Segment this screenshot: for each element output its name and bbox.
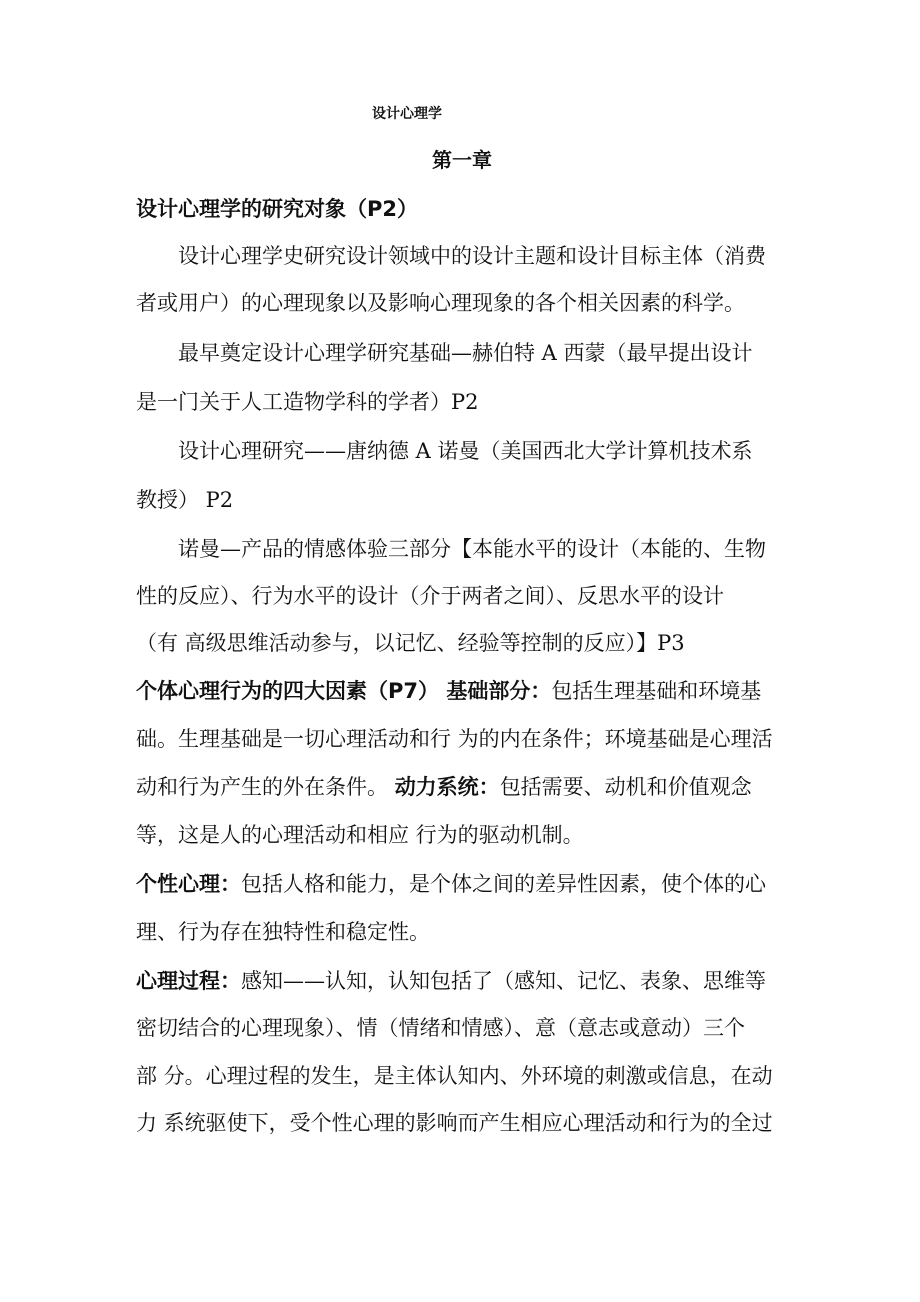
- paragraph-line: [136, 676, 806, 706]
- paragraph-line: 等，这是人的心理活动和相应 行为的驱动机制。: [136, 823, 584, 847]
- document-title: 设计心理学: [372, 106, 442, 122]
- paragraph-line: 者或用户）的心理现象以及影响心理现象的各个相关因素的科学。: [136, 291, 745, 315]
- paragraph-line: 设计心理学史研究设计领域中的设计主题和设计目标主体（消费: [178, 244, 766, 268]
- line-text: 包括需要、动机和价值观念: [499, 775, 752, 799]
- paragraph-line: 设计心理研究——唐纳德 A 诺曼（美国西北大学计算机技术系: [178, 439, 753, 463]
- paragraph-line: [136, 772, 806, 802]
- paragraph-line: 性的反应）、行为水平的设计（介于两者之间）、反思水平的设计: [136, 584, 724, 608]
- bold-term: 动力系统：: [394, 775, 500, 799]
- paragraph-line: 教授） P2: [136, 488, 234, 512]
- paragraph-line: 密切结合的心理现象）、情（情绪和情感）、意（意志或意动）三个: [136, 1016, 745, 1040]
- line-text: 感知——认知，认知包括了（感知、记忆、表象、思维等: [241, 969, 766, 993]
- paragraph-line: 最早奠定设计心理学研究基础—赫伯特 A 西蒙（最早提出设计: [178, 341, 753, 365]
- paragraph-line: 础。生理基础是一切心理活动和行 为的内在条件；环境基础是心理活: [136, 727, 773, 751]
- paragraph-line: 诺曼—产品的情感体验三部分【本能水平的设计（本能的、生物: [178, 537, 766, 561]
- paragraph-line: [136, 966, 806, 996]
- bold-term: 个体心理行为的四大因素（P7） 基础部分：: [136, 679, 552, 703]
- paragraph-line: 部 分。心理过程的发生，是主体认知内、外环境的刺激或信息，在动: [136, 1064, 773, 1088]
- line-text: 包括生理基础和环境基: [551, 679, 762, 703]
- paragraph-line: 理、行为存在独特性和稳定性。: [136, 920, 430, 944]
- line-text: 动和行为产生的外在条件。: [136, 775, 395, 799]
- section-heading: 设计心理学的研究对象（P2）: [136, 197, 419, 221]
- paragraph-line: 是一门关于人工造物学科的学者）P2: [136, 390, 479, 414]
- chapter-heading: 第一章: [432, 148, 492, 172]
- paragraph-line: （有 高级思维活动参与，以记忆、经验等控制的反应）】P3: [136, 631, 685, 655]
- bold-term: 心理过程：: [136, 969, 241, 993]
- paragraph-line: [136, 869, 806, 899]
- paragraph-line: 力 系统驱使下，受个性心理的影响而产生相应心理活动和行为的全过: [136, 1111, 773, 1135]
- line-text: 包括人格和能力，是个体之间的差异性因素，使个体的心: [241, 872, 766, 896]
- bold-term: 个性心理：: [136, 872, 241, 896]
